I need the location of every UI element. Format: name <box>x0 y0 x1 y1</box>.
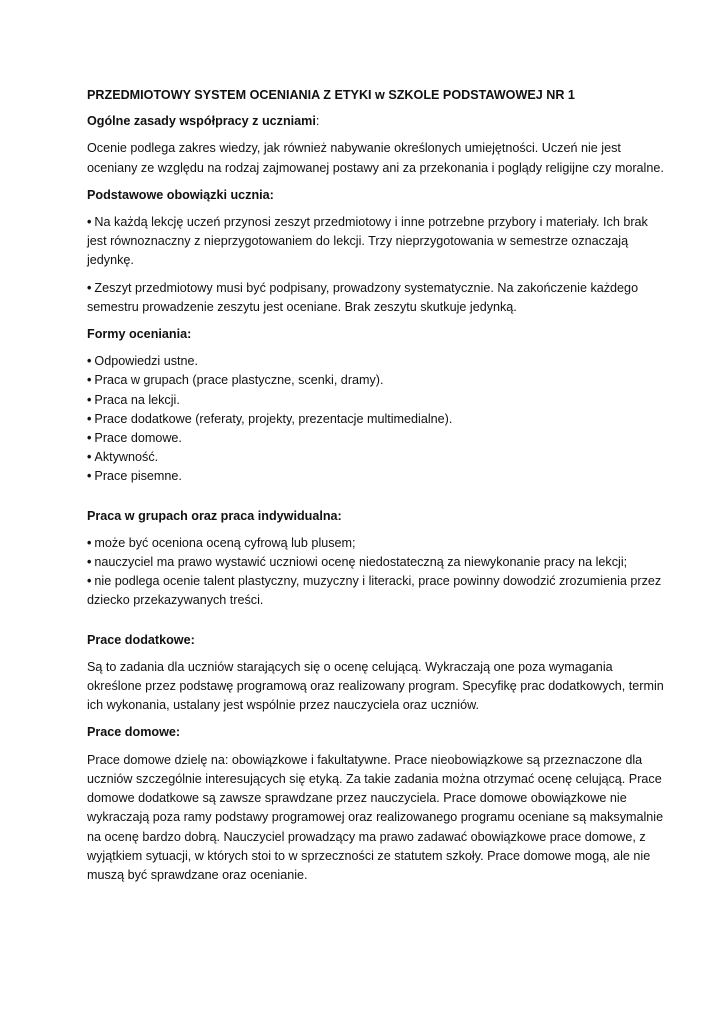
document-title: PRZEDMIOTOWY SYSTEM OCENIANIA Z ETYKI w SZKOLE PODSTAWOWEJ NR 1 <box>87 88 575 102</box>
spacer <box>87 619 665 631</box>
list-item <box>87 467 665 486</box>
bullet-icon: • <box>87 450 92 465</box>
list-item-text: Prace domowe. <box>94 431 182 446</box>
section-heading-extra: Prace dodatkowe: <box>87 632 195 647</box>
list-item <box>87 391 665 410</box>
list-item-text: Praca w grupach (prace plastyczne, scenki, dramy). <box>94 373 384 388</box>
list-item-text: może być oceniona oceną cyfrową lub plusem; <box>94 535 356 550</box>
bullet-icon: • <box>87 431 92 446</box>
bullet-icon: • <box>87 535 92 550</box>
list-item <box>87 429 665 448</box>
section-heading-general-text: Ogólne zasady współpracy z uczniami <box>87 114 316 129</box>
list-item-text: Prace pisemne. <box>94 469 182 484</box>
list-item <box>87 553 665 572</box>
list-item <box>87 534 665 553</box>
duty-item-1 <box>87 213 665 271</box>
bullet-icon: • <box>87 574 92 589</box>
bullet-icon: • <box>87 392 92 407</box>
section-heading-duties: Podstawowe obowiązki ucznia: <box>87 187 274 202</box>
section-heading-forms: Formy oceniania: <box>87 327 192 342</box>
list-item <box>87 448 665 467</box>
section-heading-groupwork: Praca w grupach oraz praca indywidualna: <box>87 508 342 523</box>
extra-work-paragraph: Są to zadania dla uczniów starających się o ocenę celującą. Wykraczają one poza wymagania określone przez podstawę programową oraz realizowany program. Specyfikę prac dodatkowych, termin ich wykonania, ustalany jest wspólnie przez nauczyciela oraz uczniów. <box>87 659 664 713</box>
spacer <box>87 495 665 507</box>
list-item-text: Aktywność. <box>94 450 159 465</box>
forms-list <box>87 352 665 486</box>
list-item-text: nie podlega ocenie talent plastyczny, muzyczny i literacki, prace powinny dowodzić zrozumienia przez dziecko przekazywanych treści. <box>87 574 662 608</box>
general-rules-paragraph: Ocenie podlega zakres wiedzy, jak również nabywanie określonych umiejętności. Uczeń nie jest oceniany ze względu na rodzaj zajmowanej postawy ani za przekonania i poglądy religijne czy moralne. <box>87 141 664 175</box>
list-item-text: Prace dodatkowe (referaty, projekty, prezentacje multimedialne). <box>94 411 453 426</box>
bullet-icon: • <box>87 555 92 570</box>
section-heading-general <box>87 112 665 131</box>
list-item-text: Praca na lekcji. <box>94 392 180 407</box>
bullet-icon: • <box>87 411 92 426</box>
bullet-icon: • <box>87 354 92 369</box>
section-heading-homework: Prace domowe: <box>87 725 181 740</box>
groupwork-list <box>87 534 665 611</box>
homework-paragraph: Prace domowe dzielę na: obowiązkowe i fakultatywne. Prace nieobowiązkowe są przeznaczone dla uczniów szczególnie interesujących się etyką. Za takie zadania można otrzymać ocenę celującą. Prace domowe dodatkowe są zawsze sprawdzane przez nauczyciela. Prace domowe obowiązkowe nie wykraczają poza ramy podstawy programowej oraz realizowanego programu oceniane są maksymalnie na ocenę bardzo dobrą. Nauczyciel prowadzący ma prawo zadawać obowiązkowe prace domowe, z wyjątkiem sytuacji, w których stoi to w sprzeczności ze statutem szkoły. Prace domowe mogą, ale nie muszą być sprawdzane oraz ocenianie. <box>87 752 664 882</box>
list-item-text: nauczyciel ma prawo wystawić uczniowi ocenę niedostateczną za niewykonanie pracy na lekcji; <box>94 555 628 570</box>
list-item <box>87 410 665 429</box>
list-item <box>87 352 665 371</box>
bullet-icon: • <box>87 215 92 230</box>
list-item <box>87 371 665 390</box>
duty-item-1-text: Na każdą lekcję uczeń przynosi zeszyt przedmiotowy i inne potrzebne przybory i materiały. Ich brak jest równoznaczny z nieprzygotowaniem do lekcji. Trzy nieprzygotowania w semestrze oznaczają jedynkę. <box>87 215 648 268</box>
duty-item-2 <box>87 279 665 317</box>
bullet-icon: • <box>87 280 92 295</box>
list-item-text: Odpowiedzi ustne. <box>94 354 199 369</box>
bullet-icon: • <box>87 373 92 388</box>
section-heading-general-colon: : <box>315 114 320 129</box>
bullet-icon: • <box>87 469 92 484</box>
duty-item-2-text: Zeszyt przedmiotowy musi być podpisany, prowadzony systematycznie. Na zakończenie każdego semestru prowadzenie zeszytu jest oceniane. Brak zeszytu skutkuje jedynką. <box>87 280 639 314</box>
list-item <box>87 572 665 610</box>
